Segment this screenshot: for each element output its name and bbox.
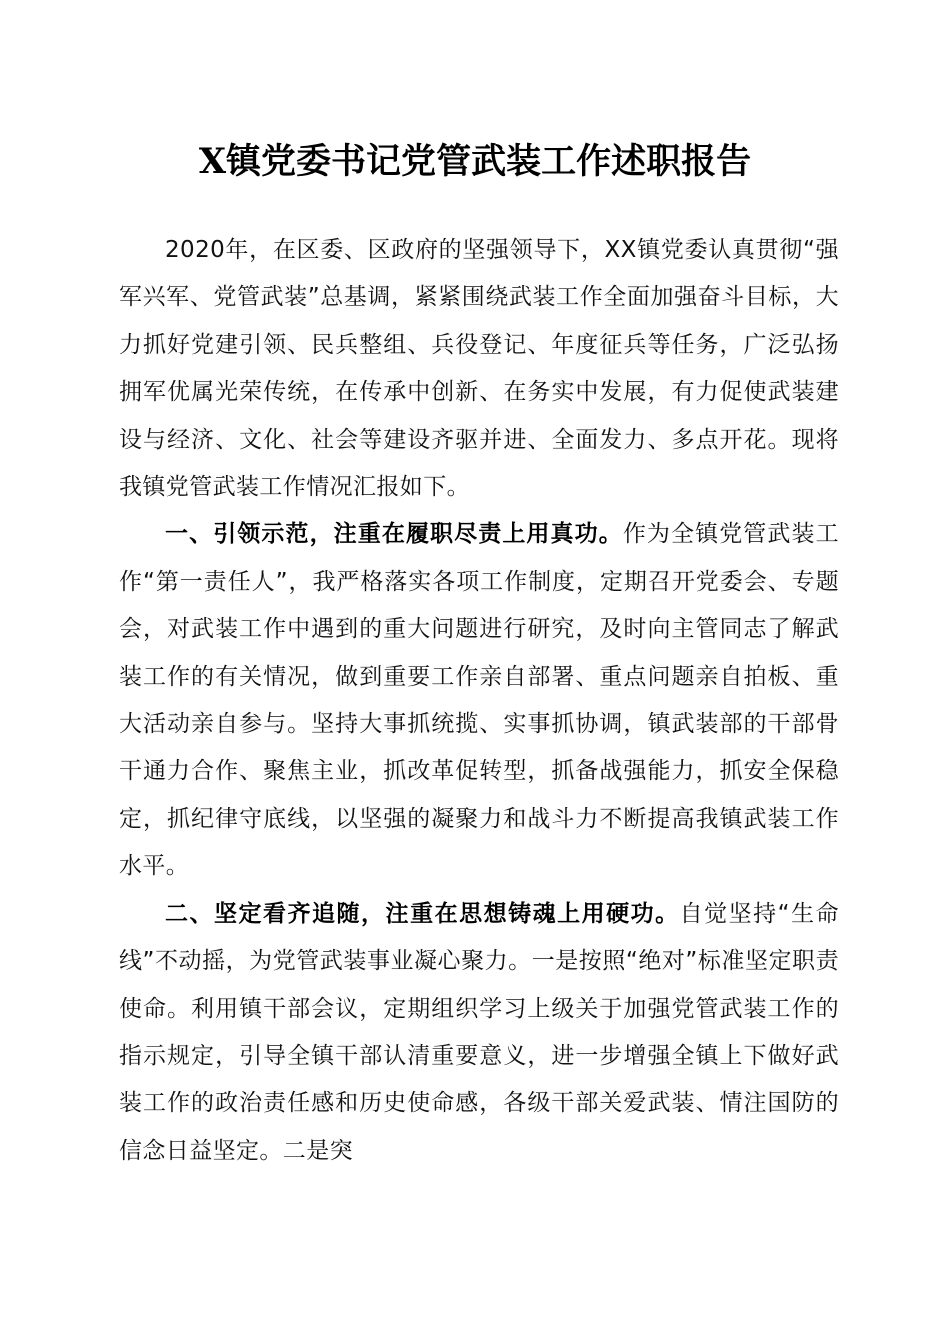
section-heading: 二、坚定看齐追随，注重在思想铸魂上用硬功。 (165, 900, 680, 927)
paragraph-section-1 (119, 511, 839, 890)
paragraph-text: 2020年，在区委、区政府的坚强领导下，XX镇党委认真贯彻“强军兴军、党管武装”总基调，紧紧围绕武装工作全面加强奋斗目标，大力抓好党建引领、民兵整组、兵役登记、年度征兵等任务，广泛弘扬拥军优属光荣传统，在传承中创新、在务实中发展，有力促使武装建设与经济、文化、社会等建设齐驱并进、全面发力、多点开花。现将我镇党管武装工作情况汇报如下。 (119, 237, 839, 501)
paragraph-text: 作为全镇党管武装工作“第一责任人”，我严格落实各项工作制度，定期召开党委会、专题会，对武装工作中遇到的重大问题进行研究，及时向主管同志了解武装工作的有关情况，做到重要工作亲自部署、重点问题亲自拍板、重大活动亲自参与。坚持大事抓统揽、实事抓协调，镇武装部的干部骨干通力合作、聚焦主业，抓改革促转型，抓备战强能力，抓安全保稳定，抓纪律守底线，以坚强的凝聚力和战斗力不断提高我镇武装工作水平。 (119, 521, 839, 880)
document-title: X镇党委书记党管武装工作述职报告 (198, 141, 752, 182)
document-body (119, 227, 839, 1175)
paragraph-intro (119, 227, 839, 511)
paragraph-section-2 (119, 891, 839, 1175)
section-heading: 一、引领示范，注重在履职尽责上用真功。 (165, 521, 623, 548)
paragraph-text: 自觉坚持“生命线”不动摇，为党管武装事业凝心聚力。一是按照“绝对”标准坚定职责使命。利用镇干部会议，定期组织学习上级关于加强党管武装工作的指示规定，引导全镇干部认清重要意义，进一步增强全镇上下做好武装工作的政治责任感和历史使命感，各级干部关爱武装、情注国防的信念日益坚定。二是突 (119, 900, 839, 1164)
